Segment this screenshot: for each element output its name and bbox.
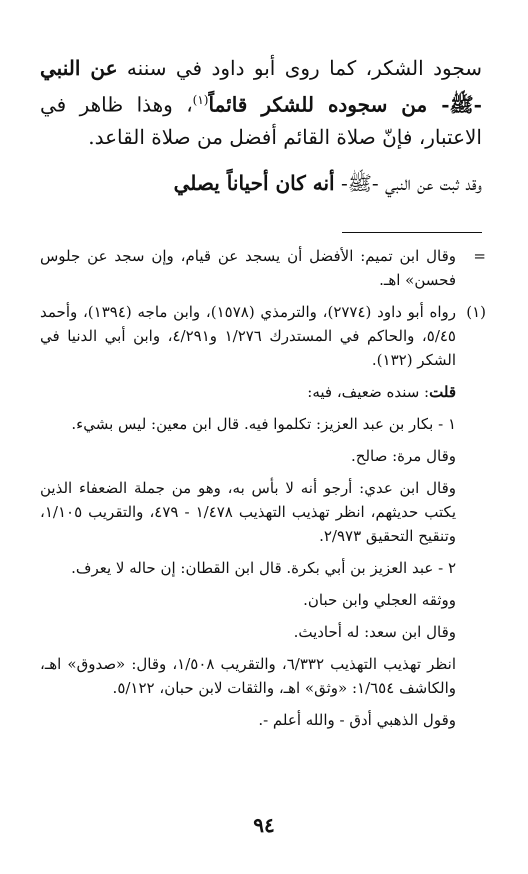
narrator-2-c: وقال ابن سعد: له أحاديث. bbox=[293, 623, 456, 641]
main-text bbox=[40, 52, 482, 199]
p1-bold-phrase-2: -ﷺ- من سجوده للشكر قائماً bbox=[208, 92, 482, 117]
footnote-1 bbox=[40, 300, 486, 732]
narrator-2-b: ووثقه العجلي وابن حبان. bbox=[303, 591, 456, 609]
p1-text-start: سجود الشكر، كما روى أبو داود في سننه bbox=[117, 56, 482, 80]
p1-bold-phrase: عن النبي bbox=[40, 56, 118, 80]
paragraph-1 bbox=[40, 52, 482, 153]
narrator-2-d: انظر تهذيب التهذيب ٦/٣٣٢، والتقريب ١/٥٠٨، وقال: «صدوق» اهـ، والكاشف ١/٦٥٤: «وثق» اهـ، والثقات لابن حبان، ٥/١٢٢. bbox=[40, 655, 456, 697]
p1-text-rest: ، وهذا ظاهر في الاعتبار، فإنّ صلاة القائم أفضل من صلاة القاعد. bbox=[40, 92, 482, 149]
paragraph-2 bbox=[40, 167, 482, 199]
footnote-separator bbox=[342, 232, 482, 233]
footnote-reference: (١) bbox=[192, 93, 209, 107]
narrator-2: ٢ - عبد العزيز بن أبي بكرة. قال ابن القطان: إن حاله لا يعرف. bbox=[71, 559, 456, 577]
narrator-1-c: وقال ابن عدي: أرجو أنه لا بأس به، وهو من جملة الضعفاء الذين يكتب حديثهم، انظر تهذيب التهذيب ١/٤٧٨ - ٤٧٩، والتقريب ١/١٠٥، وتنقيح التحقيق ٢/٩٧٣. bbox=[40, 479, 457, 545]
p2-bold-phrase: أنه كان أحياناً يصلي bbox=[173, 170, 335, 195]
qult-label: قلت bbox=[429, 383, 456, 401]
qult-text: : سنده ضعيف، فيه: bbox=[307, 383, 430, 401]
footnotes bbox=[40, 244, 486, 732]
footnote-continuation bbox=[40, 244, 486, 292]
page-number: ٩٤ bbox=[253, 813, 275, 837]
continuation-mark: = bbox=[473, 247, 486, 265]
footnote-1-qult bbox=[40, 380, 456, 404]
p2-text-start: وقد ثبت عن النبي -ﷺ- bbox=[334, 170, 482, 195]
footnote-1-source: رواه أبو داود (٢٧٧٤)، والترمذي (١٥٧٨)، وابن ماجه (١٣٩٤)، وأحمد ٥/٤٥، والحاكم في المستدرك ١/٢٧٦ و٤/٢٩١، وابن أبي الدنيا في الشكر (١٣٢). bbox=[40, 303, 456, 369]
footnote-1-number: (١) bbox=[466, 303, 486, 321]
narrator-2-e: وقول الذهبي أدق - والله أعلم -. bbox=[258, 711, 456, 729]
continuation-text: وقال ابن تميم: الأفضل أن يسجد عن قيام، وإن سجد عن جلوس فحسن» اهـ. bbox=[40, 247, 456, 289]
narrator-1: ١ - بكار بن عبد العزيز: تكلموا فيه. قال ابن معين: ليس بشيء. bbox=[71, 415, 456, 433]
narrator-1-b: وقال مرة: صالح. bbox=[351, 447, 456, 465]
